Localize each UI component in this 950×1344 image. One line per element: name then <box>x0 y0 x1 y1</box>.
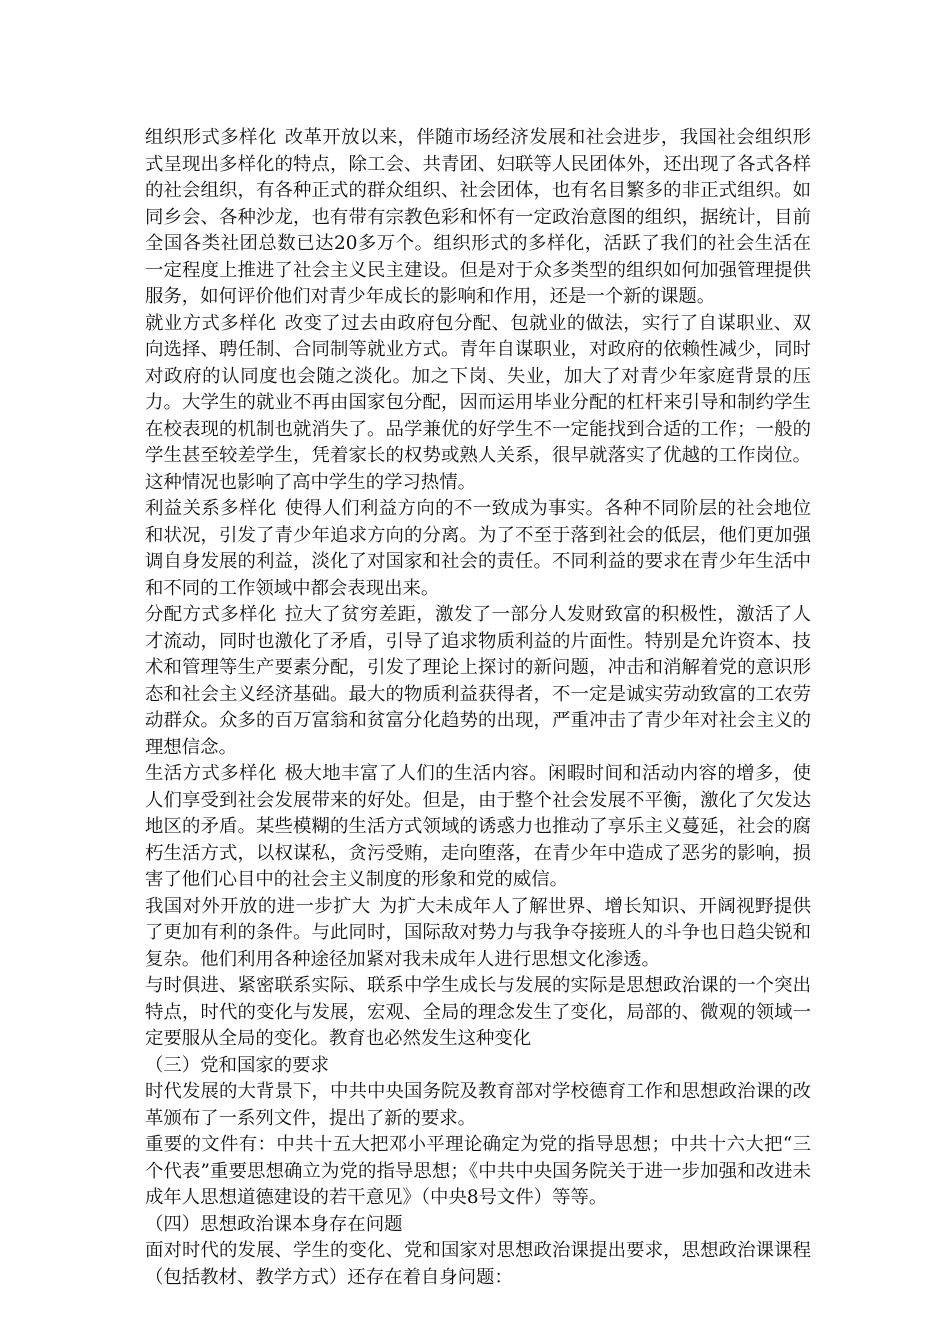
paragraph-opening-up <box>145 894 811 974</box>
paragraph-interest-relations <box>145 496 811 602</box>
paragraph-section4-1: 面对时代的发展、学生的变化、党和国家对思想政治课提出要求，思想政治课课程（包括教材、教学方式）还存在着自身问题： <box>145 1240 811 1288</box>
paragraph-lead: 我国对外开放的进一步扩大 <box>145 895 371 917</box>
paragraph-lifestyles <box>145 761 811 894</box>
paragraph-lead: 利益关系多样化 <box>145 498 277 519</box>
paragraph-body: 极大地丰富了人们的生活内容。闲暇时间和活动内容的增多，使人们享受到社会发展带来的好处。但是，由于整个社会发展不平衡，激化了欠发达地区的矛盾。某些模糊的生活方式领域的诱惑力也推动了享乐主义蔓延，社会的腐朽生活方式，以权谋私，贪污受贿，走向堕落，在青少年中造成了恶劣的影响，损害了他们心目中的社会主义制度的形象和党的威信。 <box>145 763 811 890</box>
paragraph-employment-modes <box>145 311 811 497</box>
document-page <box>145 125 811 1291</box>
paragraph-section3-1: 时代发展的大背景下，中共中央国务院及教育部对学校德育工作和思想政治课的改革颁布了一系列文件，提出了新的要求。 <box>145 1081 811 1129</box>
paragraph-body: 使得人们利益方向的不一致成为事实。各种不同阶层的社会地位和状况，引发了青少年追求方向的分离。为了不至于落到社会的低层，他们更加强调自身发展的利益，淡化了对国家和社会的责任。不同利益的要求在青少年生活中和不同的工作领域中都会表现出来。 <box>145 498 811 599</box>
paragraph-lead: 就业方式多样化 <box>145 312 277 334</box>
section-heading-course-problems: （四）思想政治课本身存在问题 <box>145 1213 403 1235</box>
paragraph-organization-forms <box>145 125 811 311</box>
paragraph-body: 拉大了贫穷差距，激发了一部分人发财致富的积极性，激活了人才流动，同时也激化了矛盾，引导了追求物质利益的片面性。特别是允许资本、技术和管理等生产要素分配，引发了理论上探讨的新问题，冲击和消解着党的意识形态和社会主义经济基础。最大的物质利益获得者，不一定是诚实劳动致富的工农劳动群众。众多的百万富翁和贫富分化趋势的出现，严重冲击了青少年对社会主义的理想信念。 <box>145 604 811 758</box>
paragraph-body: 改革开放以来，伴随市场经济发展和社会进步，我国社会组织形式呈现出多样化的特点，除工会、共青团、妇联等人民团体外，还出现了各式各样的社会组织，有各种正式的群众组织、社会团体，也有名目繁多的非正式组织。如同乡会、各种沙龙，也有带有宗教色彩和怀有一定政治意图的组织，据统计，目前全国各类社团总数已达20多万个。组织形式的多样化，活跃了我们的社会生活在一定程度上推进了社会主义民主建设。但是对于众多类型的组织如何加强管理提供服务，如何评价他们对青少年成长的影响和作用，还是一个新的课题。 <box>145 127 811 307</box>
paragraph-lead: 分配方式多样化 <box>145 604 277 625</box>
paragraph-lead: 组织形式多样化 <box>145 127 277 148</box>
paragraph-lead: 生活方式多样化 <box>145 763 277 784</box>
paragraph-section3-2: 重要的文件有：中共十五大把邓小平理论确定为党的指导思想；中共十六大把“三个代表”重要思想确立为党的指导思想；《中共中央国务院关于进一步加强和改进未成年人思想道德建设的若干意见》（中央8号文件）等等。 <box>145 1134 811 1208</box>
paragraph-body: 与时俱进、紧密联系实际、联系中学生成长与发展的实际是思想政治课的一个突出特点，时代的变化与发展，宏观、全局的理念发生了变化，局部的、微观的领域一定要服从全局的变化。教育也必然发生这种变化 <box>145 975 811 1049</box>
paragraph-body: 为扩大未成年人了解世界、增长知识、开阔视野提供了更加有利的条件。与此同时，国际敌对势力与我争夺接班人的斗争也日趋尖锐和复杂。他们利用各种途径加紧对我未成年人进行思想文化渗透。 <box>145 895 811 970</box>
section-heading-party-state: （三）党和国家的要求 <box>145 1054 329 1076</box>
paragraph-body: 改变了过去由政府包分配、包就业的做法，实行了自谋职业、双向选择、聘任制、合同制等就业方式。青年自谋职业，对政府的依赖性减少，同时对政府的认同度也会随之淡化。加之下岗、失业，加大了对青少年家庭背景的压力。大学生的就业不再由国家包分配，因而运用毕业分配的杠杆来引导和制约学生在校表现的机制也就消失了。品学兼优的好学生不一定能找到合适的工作；一般的学生甚至较差学生，凭着家长的权势或熟人关系，很早就落实了优越的工作岗位。这种情况也影响了高中学生的学习热情。 <box>145 312 811 493</box>
paragraph-distribution-modes <box>145 602 811 761</box>
paragraph-keep-pace <box>145 973 811 1053</box>
